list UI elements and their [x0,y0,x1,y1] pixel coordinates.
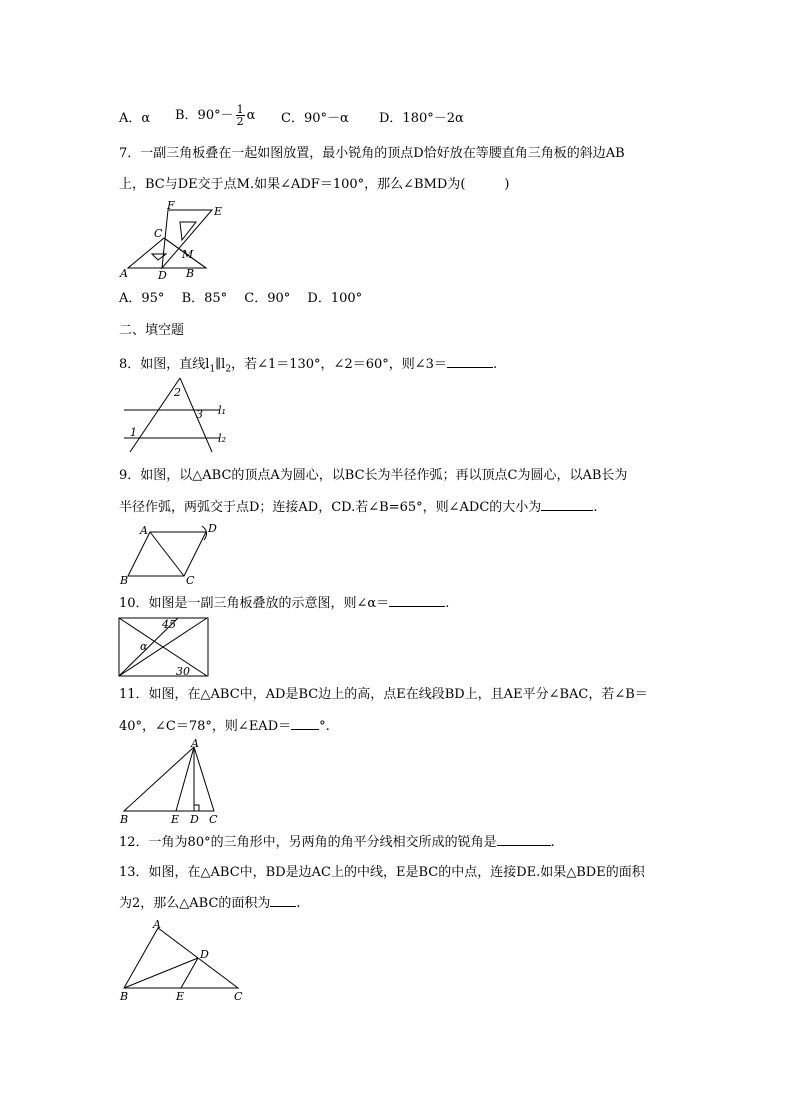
q8-answer-blank[interactable] [447,355,493,368]
q6-option-b [175,104,255,127]
q13-label-b: B [120,990,129,1003]
q6-option-d: D．180°－2α [379,111,464,126]
q9-label-c: C [186,574,195,587]
q6-option-a: A．α [119,111,151,126]
q7-text-line1: 7．一副三角板叠在一起如图放置，最小锐角的顶点D恰好放在等腰直角三角板的斜边AB [119,146,625,161]
q7-label-m: M [182,248,194,261]
q11-answer-blank[interactable] [291,717,319,730]
q8-text-mid: ∥l [215,357,226,372]
q8-sub1: 1 [209,364,216,375]
q10-answer-blank[interactable] [389,594,445,607]
q10-text-main: 10．如图是一副三角板叠放的示意图，则∠α＝ [119,596,390,611]
q7-label-c: C [154,227,163,240]
q7-label-d: D [158,269,167,282]
q13-answer-blank[interactable] [270,894,296,907]
q9-label-d: D [208,522,217,535]
q13-figure [118,918,258,1002]
q11-triangle [124,747,214,811]
q9-text-end: . [593,500,598,515]
fraction-numerator: 1 [236,103,244,116]
q7-label-f: F [167,199,175,212]
q9-text-line2-pre: 半径作弧，两弧交于点D；连接AD，CD.若∠B=65°，则∠ADC的大小为 [119,500,542,515]
q13-text-line2 [119,894,301,913]
q12-text [119,833,555,852]
q10-alpha-label: α [140,640,148,653]
q9-figure [118,522,218,588]
q13-label-e: E [176,990,185,1003]
q11-label-b: B [120,813,129,826]
q12-text-end: . [550,835,555,850]
q8-text-end: . [492,357,498,372]
q11-figure [118,739,228,825]
q10-angle-30-label: 30 [176,665,190,678]
q7-options: A．95° B．85° C．90° D．100° [119,291,363,306]
q11-text-line2 [119,717,330,736]
q10-text-end: . [445,596,450,611]
q10-text [119,594,449,613]
q11-label-c: C [209,813,218,826]
q7-label-a: A [120,267,128,280]
q13-label-c: C [234,990,243,1003]
q11-text-line2-pre: 40°，∠C＝78°，则∠EAD＝ [119,719,292,734]
q8-transversal-left [130,378,180,452]
q11-text-end: °. [319,719,330,734]
q7-right-triangle [128,238,206,268]
fraction-denominator: 2 [236,115,244,128]
q8-text-pre: 8．如图，直线l [119,357,210,372]
q9-text-line2 [119,498,597,517]
q12-answer-blank[interactable] [497,833,551,846]
q11-text-line1: 11．如图，在△ABC中，AD是BC边上的高，点E在线段BD上，且AE平分∠BAC，若∠B＝ [119,687,648,702]
q10-figure [118,617,214,679]
q11-label-d: D [190,813,199,826]
q6-option-b-fraction [236,104,245,127]
q7-label-b: B [186,267,195,280]
q12-text-main: 12．一角为80°的三角形中，另两角的角平分线相交所成的锐角是 [119,835,497,850]
q6-option-b-prefix: B．90°－ [175,108,234,123]
q13-triangle [124,928,238,988]
section-title-fill-in: 二、填空题 [119,323,185,338]
q6-option-c: C．90°－α [281,111,349,126]
q11-label-a: A [191,737,199,750]
q13-label-d: D [200,948,209,961]
q7-figure [118,199,228,282]
q8-angle-2-label: 2 [174,386,181,399]
q9-text-line1: 9．如图，以△ABC的顶点A为圆心，以BC长为半径作弧；再以顶点C为圆心，以AB长为 [119,468,628,483]
q9-answer-blank[interactable] [541,498,593,511]
q13-median-bd [124,958,198,988]
q8-figure [120,376,240,456]
q7-text-line2: 上，BC与DE交于点M.如果∠ADF＝100°，那么∠BMD为( ) [119,177,510,192]
q7-label-e: E [214,205,223,218]
q9-label-a: A [140,524,148,537]
q7-triangle-hole [152,254,166,260]
q8-sub2: 2 [225,364,232,375]
q8-angle-1-label: 1 [130,426,137,439]
q11-label-e: E [171,813,180,826]
q13-text-end: . [296,896,301,911]
q13-label-a: A [153,918,161,931]
q9-label-b: B [120,574,129,587]
q11-bisector-ae [176,747,194,811]
q6-option-b-suffix: α [246,108,256,123]
q13-text-line1: 13．如图，在△ABC中，BD是边AC上的中线，E是BC的中点，连接DE.如果△BDE的面积 [119,865,645,880]
q8-text-post: ，若∠1＝130°，∠2＝60°，则∠3＝ [231,357,447,372]
q8-angle-3-label: 3 [196,408,203,421]
q13-text-line2-pre: 为2，那么△ABC的面积为 [119,896,271,911]
q13-segment-de [181,958,198,988]
q8-l2-label: l₂ [218,432,226,445]
q10-angle-45-label: 45 [162,618,176,631]
q8-l1-label: l₁ [218,404,226,417]
